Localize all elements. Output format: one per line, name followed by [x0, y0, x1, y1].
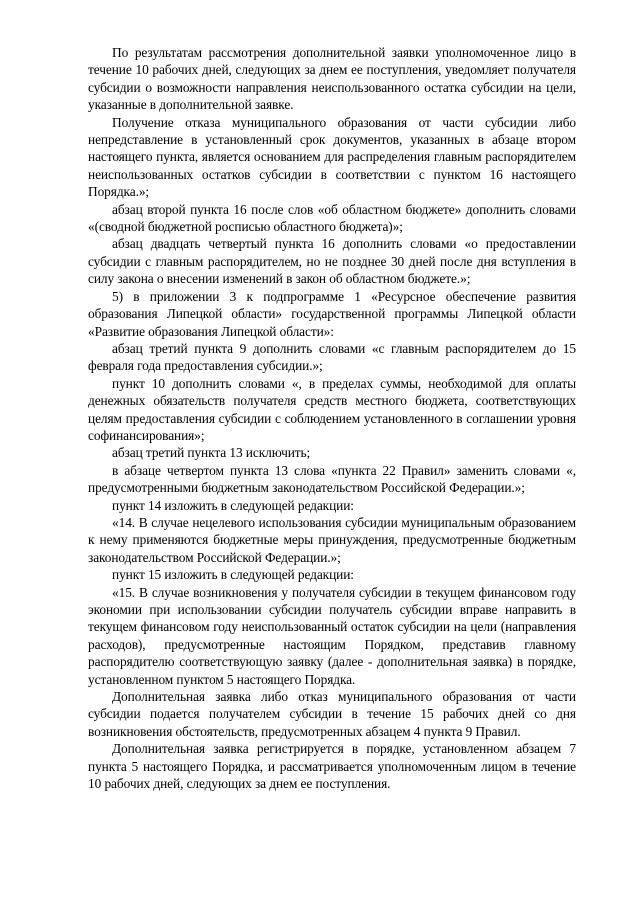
paragraph-15: Дополнительная заявка регистрируется в порядке, установленном абзацем 7 пункта 5 настоящего Порядка, и рассматривается уполномоченным лицом в течение 10 рабочих дней, следующих за днем ее поступления. — [88, 741, 576, 792]
paragraph-3: абзац второй пункта 16 после слов «об областном бюджете» дополнить словами «(сводной бюджетной росписью областного бюджета)»; — [88, 201, 576, 235]
document-page — [88, 44, 576, 792]
paragraph-2: Получение отказа муниципального образования от части субсидии либо непредставление в установленный срок документов, указанных в абзаце втором настоящего пункта, является основанием для распределения главным распорядителем неиспользованных остатков субсидии в соответствии с пунктом 16 настоящего Порядка.»; — [88, 114, 576, 200]
paragraph-12: пункт 15 изложить в следующей редакции: — [112, 567, 354, 583]
paragraph-1: По результатам рассмотрения дополнительной заявки уполномоченное лицо в течение 10 рабочих дней, следующих за днем ее поступления, уведомляет получателя субсидии о возможности направления неиспользованного остатка субсидии на цели, указанные в дополнительной заявке. — [88, 45, 576, 113]
paragraph-7: пункт 10 дополнить словами «, в пределах суммы, необходимой для оплаты денежных обязательств получателя средств местного бюджета, соответствующих целям предоставления субсидии с соблюдением установленного в соглашении уровня софинансирования»; — [88, 375, 576, 443]
paragraph-11: «14. В случае нецелевого использования субсидии муниципальным образованием к нему применяются бюджетные меры принуждения, предусмотренные бюджетным законодательством Российской Федерации.»; — [88, 514, 576, 565]
paragraph-14: Дополнительная заявка либо отказ муниципального образования от части субсидии подается получателем субсидии в течение 15 рабочих дней со дня возникновения обстоятельств, предусмотренных абзацем 4 пункта 9 Правил. — [88, 689, 576, 739]
paragraph-4: абзац двадцать четвертый пункта 16 дополнить словами «о предоставлении субсидии с главным распорядителем, но не позднее 30 дней после дня вступления в силу закона о внесении изменений в закон об областном бюджете.»; — [88, 236, 576, 287]
paragraph-5: 5) в приложении 3 к подпрограмме 1 «Ресурсное обеспечение развития образования Липецкой области» государственной программы Липецкой области «Развитие образования Липецкой области»: — [88, 288, 576, 339]
paragraph-8: абзац третий пункта 13 исключить; — [112, 445, 311, 461]
paragraph-9: в абзаце четвертом пункта 13 слова «пункта 22 Правил» заменить словами «, предусмотренными бюджетным законодательством Российской Федерации.»; — [88, 462, 576, 496]
paragraph-10: пункт 14 изложить в следующей редакции: — [112, 497, 354, 513]
paragraph-13: «15. В случае возникновения у получателя субсидии в текущем финансовом году экономии при использовании субсидии получатель субсидии вправе направить в текущем финансовом году неиспользованный остаток субсидии на цели (направления расходов), предусмотренные настоящим Порядком, представив главному распорядителю соответствующую заявку (далее - дополнительная заявка) в порядке, установленном пунктом 5 настоящего Порядка. — [88, 584, 576, 687]
paragraph-6: абзац третий пункта 9 дополнить словами «с главным распорядителем до 15 февраля года предоставления субсидии.»; — [88, 340, 576, 374]
